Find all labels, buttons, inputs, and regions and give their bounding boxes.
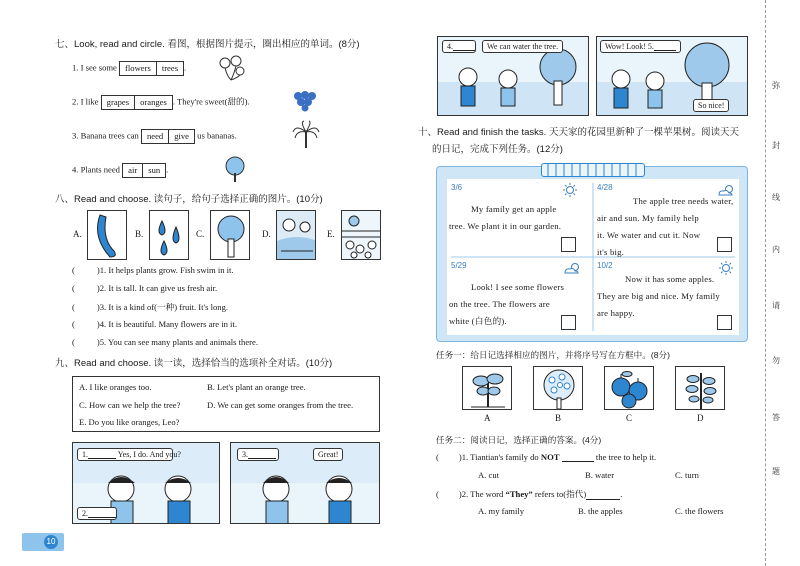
option-a: A. I like oranges too. — [79, 382, 152, 392]
task2-question-2[interactable]: ( )2. The word “They” refers to(指代) . — [436, 489, 623, 499]
pic-label-b: B — [555, 413, 562, 423]
comic-panel-1: 1. Yes, I do. And you? 2. — [72, 442, 220, 524]
diary-answer-box-3[interactable] — [561, 315, 576, 330]
s7-item-4: 4. Plants need air sun . — [72, 163, 168, 178]
page-number: 10 — [44, 535, 58, 549]
grapes-icon — [290, 88, 320, 112]
pic-label: D. — [262, 229, 271, 239]
flowers-icon — [215, 54, 249, 82]
word-option[interactable]: need — [146, 131, 164, 141]
diary-answer-box-1[interactable] — [561, 237, 576, 252]
task2-question-1[interactable]: ( )1. Tiantian's family do NOT the tree to help it. — [436, 452, 657, 462]
comic-panel-4: 4. We can water the tree. — [437, 36, 589, 116]
park-picture — [276, 210, 316, 260]
task1-title: 任务一：给日记选择相应的图片，并将序号写在方框中。(8分) — [436, 350, 670, 360]
garden-picture — [341, 210, 381, 260]
s7-item-2: 2. I like grapes oranges . They're sweet(甜的). — [72, 95, 250, 110]
word-option[interactable]: give — [168, 130, 194, 143]
pic-label: E. — [327, 229, 335, 239]
apples-picture — [604, 366, 654, 410]
q2-option-a[interactable]: A. my family — [478, 506, 525, 516]
water-drops-picture — [149, 210, 189, 260]
section10-title-line1: 十、Read and finish the tasks. 天天家的花园里新种了一棵苹果树。阅读天天 — [418, 127, 739, 138]
sun-icon — [719, 261, 733, 275]
banana-tree-icon — [292, 120, 320, 150]
comic-panel-2: 3. Great! — [230, 442, 380, 524]
word-option[interactable]: trees — [156, 62, 183, 75]
s8-question-5[interactable]: ( )5. You can see many plants and animals there. — [72, 337, 258, 347]
q2-option-b[interactable]: B. the apples — [578, 506, 623, 516]
word-option[interactable]: flowers — [125, 63, 151, 73]
tree-icon — [222, 155, 248, 183]
option-d: D. We can get some oranges from the tree. — [207, 400, 354, 410]
section9-title: 九、Read and choose. 读一读，选择恰当的选项补全对话。(10分) — [55, 358, 333, 369]
seal-line-margin: 弥 封 线 内 请 勿 答 题 — [765, 0, 800, 566]
s8-question-2[interactable]: ( )2. It is tall. It can give us fresh air. — [72, 283, 218, 293]
partly-cloudy-icon — [563, 261, 581, 275]
diary-answer-box-4[interactable] — [717, 315, 732, 330]
pic-label-c: C — [626, 413, 633, 423]
banana-picture — [87, 210, 127, 260]
s8-question-3[interactable]: ( )3. It is a kind of(一种) fruit. It's long. — [72, 302, 229, 312]
word-option[interactable]: oranges — [134, 96, 172, 109]
word-option[interactable]: air — [128, 165, 138, 175]
pic-label: A. — [73, 229, 82, 239]
options-box — [72, 376, 380, 432]
diary-date: 3/6 — [451, 183, 463, 192]
page-number-tab — [22, 533, 64, 551]
pic-label-a: A — [484, 413, 491, 423]
diary-binding — [541, 163, 645, 177]
s7-item-1: 1. I see some flowers trees . — [72, 61, 186, 76]
diary-date: 10/2 — [597, 261, 613, 270]
pic-label-d: D — [697, 413, 704, 423]
q2-option-c[interactable]: C. the flowers — [675, 506, 724, 516]
s8-question-4[interactable]: ( )4. It is beautiful. Many flowers are in it. — [72, 319, 237, 329]
pic-label: C. — [196, 229, 205, 239]
section10-title-line2: 的日记，完成下列任务。(12分) — [432, 144, 563, 155]
diary-answer-box-2[interactable] — [717, 237, 732, 252]
s8-question-1[interactable]: ( )1. It helps plants grow. Fish swim in it. — [72, 265, 234, 275]
section7-title: 七、Look, read and circle. 看图，根据图片提示，圈出相应的单词。(8分) — [55, 39, 360, 50]
section8-title: 八、Read and choose. 读句子，给句子选择正确的图片。(10分) — [55, 194, 323, 205]
diary-date: 5/29 — [451, 261, 467, 270]
young-tree-picture — [675, 366, 725, 410]
word-option[interactable]: sun — [142, 164, 165, 177]
flowering-tree-picture — [533, 366, 583, 410]
diary-date: 4/28 — [597, 183, 613, 192]
diary-page: 3/6 My family get an apple tree. We plant it in our garden. 4/28 The apple tree needs water, air and sun. My family help it. We water and cut it. Now it's big. 5/29 Look! I see some flowers on the tree. The flowers are white (白色的). 10/2 Now it has some apples. They are big and nice. My family are happy. — [447, 179, 739, 335]
task2-title: 任务二：阅读日记，选择正确的答案。(4分) — [436, 435, 602, 445]
comic-panel-5: Wow! Look! 5. So nice! — [596, 36, 748, 116]
s7-item-3: 3. Banana trees can need give us bananas. — [72, 129, 237, 144]
option-b: B. Let's plant an orange tree. — [207, 382, 306, 392]
q1-option-a[interactable]: A. cut — [478, 470, 500, 480]
pic-label: B. — [135, 229, 144, 239]
diary-card — [436, 166, 748, 342]
option-e: E. Do you like oranges, Leo? — [79, 417, 180, 427]
tree-picture — [210, 210, 250, 260]
word-option[interactable]: grapes — [106, 97, 130, 107]
q1-option-b[interactable]: B. water — [585, 470, 615, 480]
q1-option-c[interactable]: C. turn — [675, 470, 699, 480]
seedling-picture — [462, 366, 512, 410]
option-c: C. How can we help the tree? — [79, 400, 181, 410]
sun-icon — [563, 183, 577, 197]
